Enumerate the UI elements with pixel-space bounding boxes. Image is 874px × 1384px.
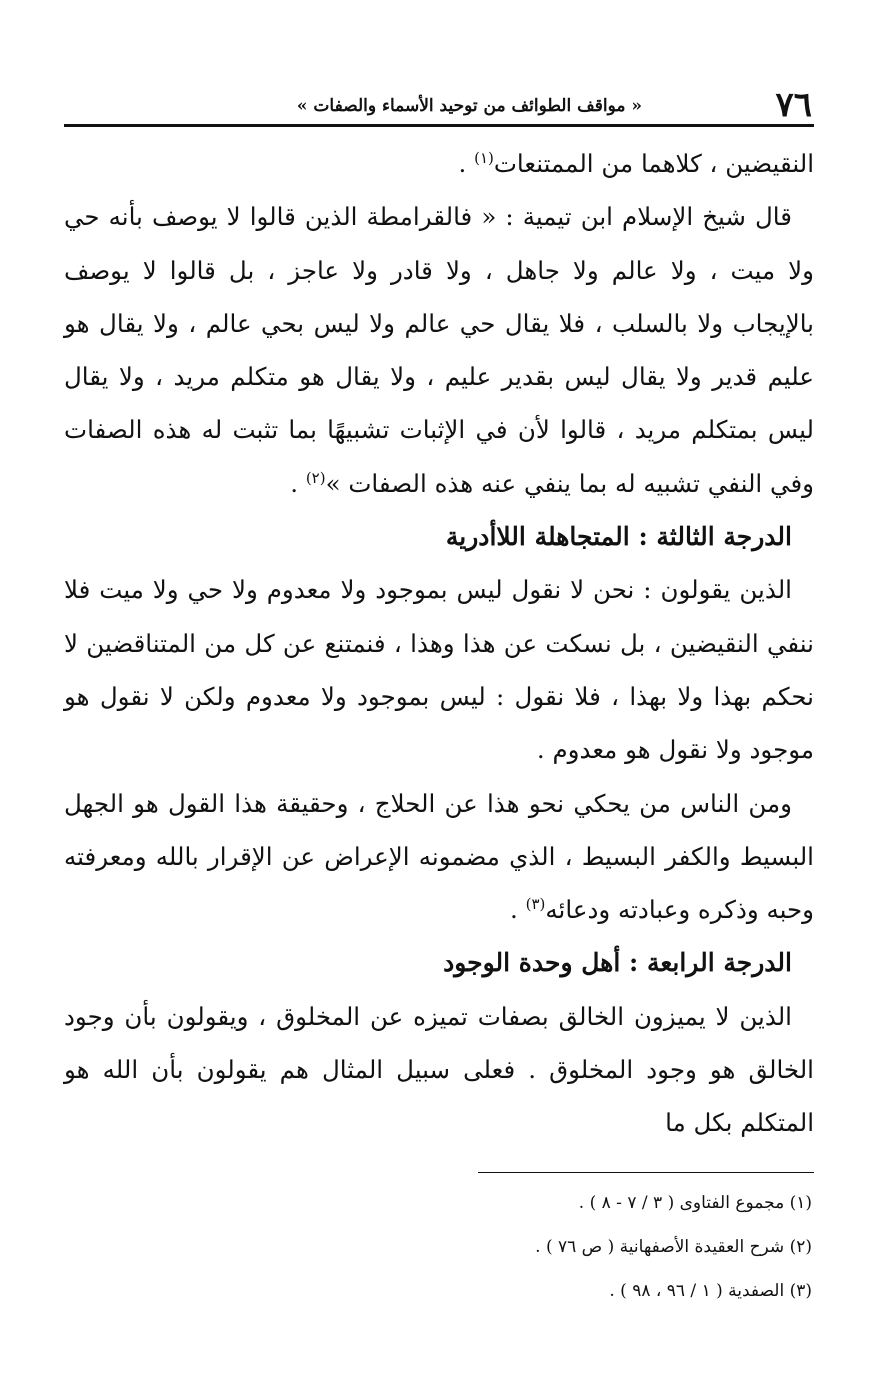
running-title: « مواقف الطوائف من توحيد الأسماء والصفات » [296, 96, 642, 116]
footnote-reference: (٣) [525, 895, 546, 913]
paragraph: الذين لا يميزون الخالق بصفات تميزه عن المخلوق ، ويقولون بأن وجود الخالق هو وجود المخلوق . فعلى سبيل المثال هم يقولون بأن الله هو المتكلم بكل ما [64, 1001, 814, 1138]
paragraph-text: ومن الناس من يحكي نحو هذا عن الحلاج ، وحقيقة هذا القول هو الجهل البسيط والكفر البسيط ، الذي مضمونه الإعراض عن الإقرار بالله ومعرفته وحبه وذكره وعبادته ودعائه [64, 788, 814, 925]
footnote-divider [478, 1172, 814, 1173]
main-text [64, 137, 814, 1150]
paragraph-end: . [290, 468, 306, 498]
footnote: (٢) شرح العقيدة الأصفهانية ( ص ٧٦ ) . [535, 1236, 812, 1257]
footnote: (٣) الصفدية ( ١ / ٩٦ ، ٩٨ ) . [609, 1280, 812, 1301]
paragraph [64, 777, 814, 937]
footnote-reference: (١) [474, 148, 494, 167]
paragraph-quote [64, 190, 814, 510]
page-number: ٧٦ [775, 85, 812, 125]
paragraph-end: . [458, 149, 475, 178]
section-heading: الدرجة الثالثة : المتجاهلة اللاأدرية [445, 522, 792, 552]
running-header [64, 78, 814, 127]
section-heading: الدرجة الرابعة : أهل وحدة الوجود [443, 948, 792, 978]
footnote: (١) مجموع الفتاوى ( ٣ / ٧ - ٨ ) . [578, 1192, 812, 1213]
paragraph-text: قال شيخ الإسلام ابن تيمية : « فالقرامطة الذين قالوا لا يوصف بأنه حي ولا ميت ، ولا عالم ولا جاهل ، ولا قادر ولا عاجز ، بل قالوا لا يوصف بالإيجاب ولا بالسلب ، فلا يقال حي عالم ولا ليس بحي عالم ، ولا يقال هو عليم قدير ولا يقال ليس بقدير عليم ، ولا يقال هو متكلم مريد ، ولا يقال ليس بمتكلم مريد ، قالوا لأن في الإثبات تشبيهًا بما تثبت له هذه الصفات وفي النفي تشبيه له بما ينفي عنه هذه الصفات » [64, 202, 814, 498]
footnotes [64, 1181, 814, 1313]
paragraph: الذين يقولون : نحن لا نقول ليس بموجود ولا معدوم ولا حي ولا ميت فلا ننفي النقيضين ، بل نسكت عن هذا وهذا ، فنمتنع عن كل من المتناقضين لا نحكم بهذا ولا بهذا ، فلا نقول : ليس بموجود ولا معدوم ولكن لا نقول هو موجود ولا نقول هو معدوم . [64, 575, 814, 765]
paragraph-continuation [64, 137, 814, 190]
footnote-reference: (٢) [305, 468, 326, 487]
paragraph-text: النقيضين ، كلاهما من الممتنعات [493, 149, 814, 178]
paragraph-end: . [510, 895, 526, 925]
